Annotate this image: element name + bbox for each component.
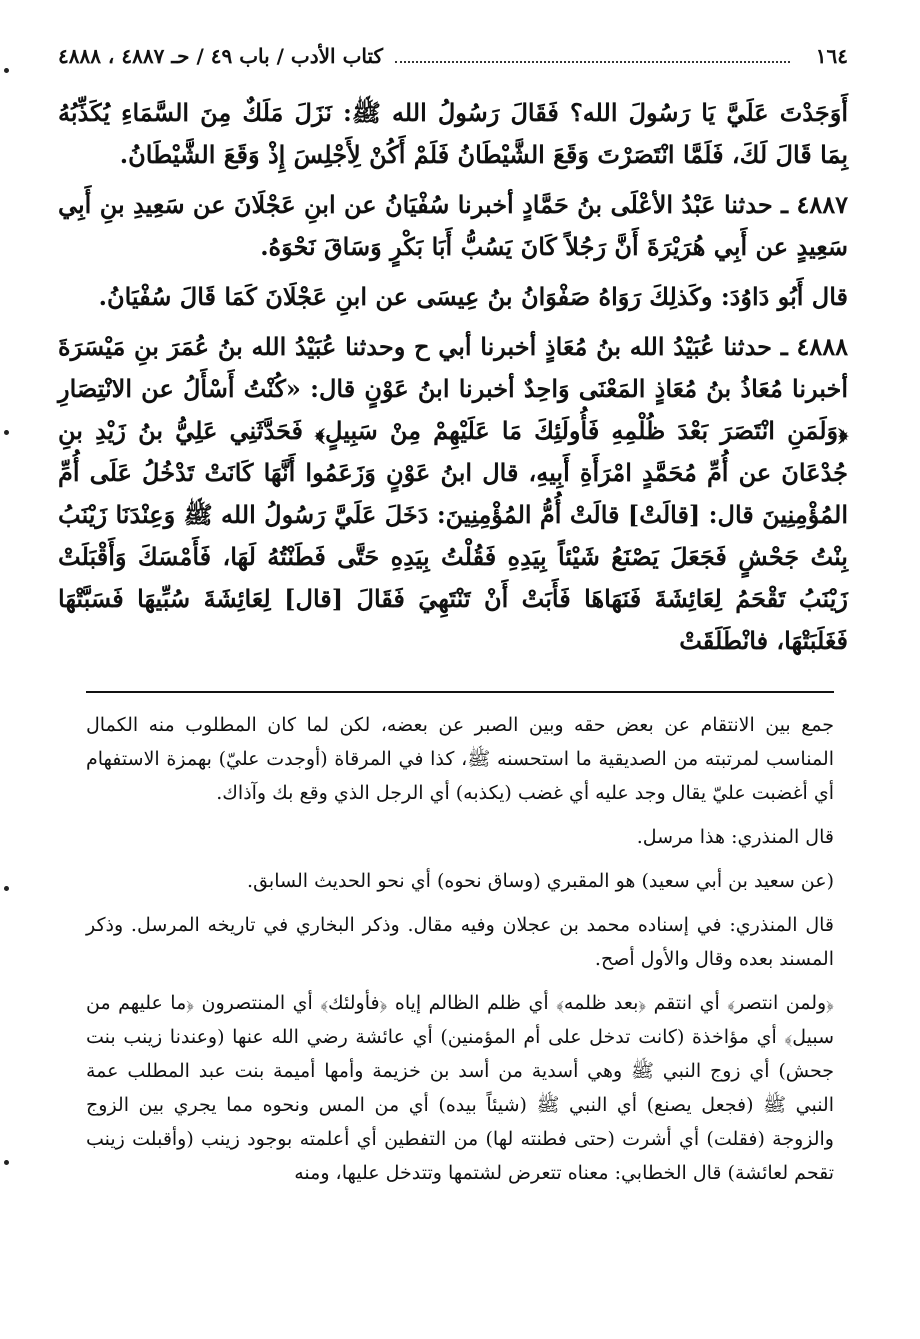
- page-number: ١٦٤: [815, 44, 848, 68]
- note-paragraph: (عن سعيد بن أبي سعيد) هو المقبري (وساق نحوه) أي نحو الحديث السابق.: [247, 870, 834, 892]
- header-dotted-leader: [395, 49, 790, 63]
- running-head: كتاب الأدب / باب ٤٩ / حـ ٤٨٨٧ ، ٤٨٨٨: [58, 44, 384, 68]
- hadith-paragraph: أَوَجَدْتَ عَلَيَّ يَا رَسُولَ الله؟ فَقَالَ رَسُولُ الله ﷺ: نَزَلَ مَلَكٌ مِنَ السَّمَاءِ يُكَذِّبُهُ بِمَا قَالَ لَكَ، فَلَمَّا انْتَصَرْتَ وَقَعَ الشَّيْطَانُ فَلَمْ أَكُنْ لِأَجْلِسَ إِذْ وَقَعَ الشَّيْطَانُ.: [58, 98, 848, 169]
- hadith-paragraph: ٤٨٨٨ ـ حدثنا عُبَيْدُ الله بنُ مُعَاذٍ أخبرنا أبي ح وحدثنا عُبَيْدُ الله بنُ عُمَرَ بنِ مَيْسَرَةَ أخبرنا مُعَاذُ بنُ مُعَاذٍ المَعْنَى وَاحِدٌ أخبرنا ابنُ عَوْنٍ قال: «كُنْتُ أَسْأَلُ عن الانْتِصَارِ ﴿وَلَمَنِ انْتَصَرَ بَعْدَ ظُلْمِهِ فَأُولَئِكَ مَا عَلَيْهِمْ مِنْ سَبِيلٍ﴾ فَحَدَّثَنِي عَلِيُّ بنُ زَيْدِ بنِ جُدْعَانَ عن أُمِّ مُحَمَّدٍ امْرَأَةِ أَبِيهِ، قال ابنُ عَوْنٍ وَزَعَمُوا أَنَّهَا كَانَتْ تَدْخُلُ عَلَى أُمِّ المُؤْمِنِينَ قال: [قالَتْ] قالَتْ أُمُّ المُؤْمِنِينَ: دَخَلَ عَلَيَّ رَسُولُ الله ﷺ وَعِنْدَنَا زَيْنَبُ بِنْتُ جَحْشٍ فَجَعَلَ يَصْنَعُ شَيْئاً بِيَدِهِ فَقُلْتُ بِيَدِهِ حَتَّى فَطَنْتُهُ لَهَا، فَأَمْسَكَ وَأَقْبَلَتْ زَيْنَبُ تَقْحَمُ لِعَائِشَةَ فَنَهَاهَا فَأَبَتْ أَنْ تَنْتَهِيَ فَقَالَ [قال] لِعَائِشَةَ سُبِّيهَا فَسَبَّتْهَا فَغَلَبَتْهَا، فانْطَلَقَتْ: [58, 332, 849, 655]
- margin-mark: [4, 886, 9, 891]
- note-paragraph: ﴿ولمن انتصر﴾ أي انتقم ﴿بعد ظلمه﴾ أي ظلم الظالم إياه ﴿فأولئك﴾ أي المنتصرون ﴿ما عليهم من سبيل﴾ أي مؤاخذة (كانت تدخل على أم المؤمنين) أي عائشة رضي الله عنها (وعندنا زينب بنت جحش) أي زوج النبي ﷺ وهي أسدية من أسد بن خزيمة وأمها أميمة بنت عبد المطلب عمة النبي ﷺ (فجعل يصنع) أي النبي ﷺ (شيئاً بيده) أي من المس ونحوه مما يجري بين الزوج والزوجة (فقلت) أي أشرت (حتى فطنته لها) من التفطين أي أعلمته بوجود زينب (وأقبلت زينب تقحم لعائشة) قال الخطابي: معناه تتعرض لشتمها وتتدخل عليها، ومنه: [86, 992, 834, 1184]
- hadith-paragraph: ٤٨٨٧ ـ حدثنا عَبْدُ الأعْلَى بنُ حَمَّادٍ أخبرنا سُفْيَانُ عن ابنِ عَجْلَانَ عن سَعِيدِ بنِ أَبِي سَعِيدٍ عن أَبِي هُرَيْرَةَ أَنَّ رَجُلاً كَانَ يَسُبُّ أَبَا بَكْرٍ وَسَاقَ نَحْوَهُ.: [58, 190, 848, 261]
- margin-mark: [4, 1160, 9, 1165]
- note-paragraph: قال المنذري: في إسناده محمد بن عجلان وفيه مقال. وذكر البخاري في تاريخه المرسل. وذكر المسند بعده وقال والأول أصح.: [86, 914, 834, 970]
- margin-mark: [4, 430, 9, 435]
- margin-mark: [4, 68, 9, 73]
- hadith-paragraph: قال أَبُو دَاوُدَ: وكَذلِكَ رَوَاهُ صَفْوَانُ بنُ عِيسَى عن ابنِ عَجْلَانَ كَمَا قَالَ سُفْيَانُ.: [98, 282, 848, 311]
- hadith-text: [58, 92, 848, 670]
- note-paragraph: قال المنذري: هذا مرسل.: [636, 826, 834, 848]
- footnote-divider: [86, 691, 834, 693]
- page-header: [58, 38, 848, 74]
- note-paragraph: جمع بين الانتقام عن بعض حقه وبين الصبر عن بعضه، لكن لما كان المطلوب منه الكمال المناسب لمرتبته من الصديقية ما استحسنه ﷺ، كذا في المرقاة (أوجدت عليّ) بهمزة الاستفهام أي أغضبت عليّ يقال وجد عليه أي غضب (يكذبه) أي الرجل الذي وقع بك وآذاك.: [86, 714, 834, 804]
- commentary-notes: [86, 708, 834, 1200]
